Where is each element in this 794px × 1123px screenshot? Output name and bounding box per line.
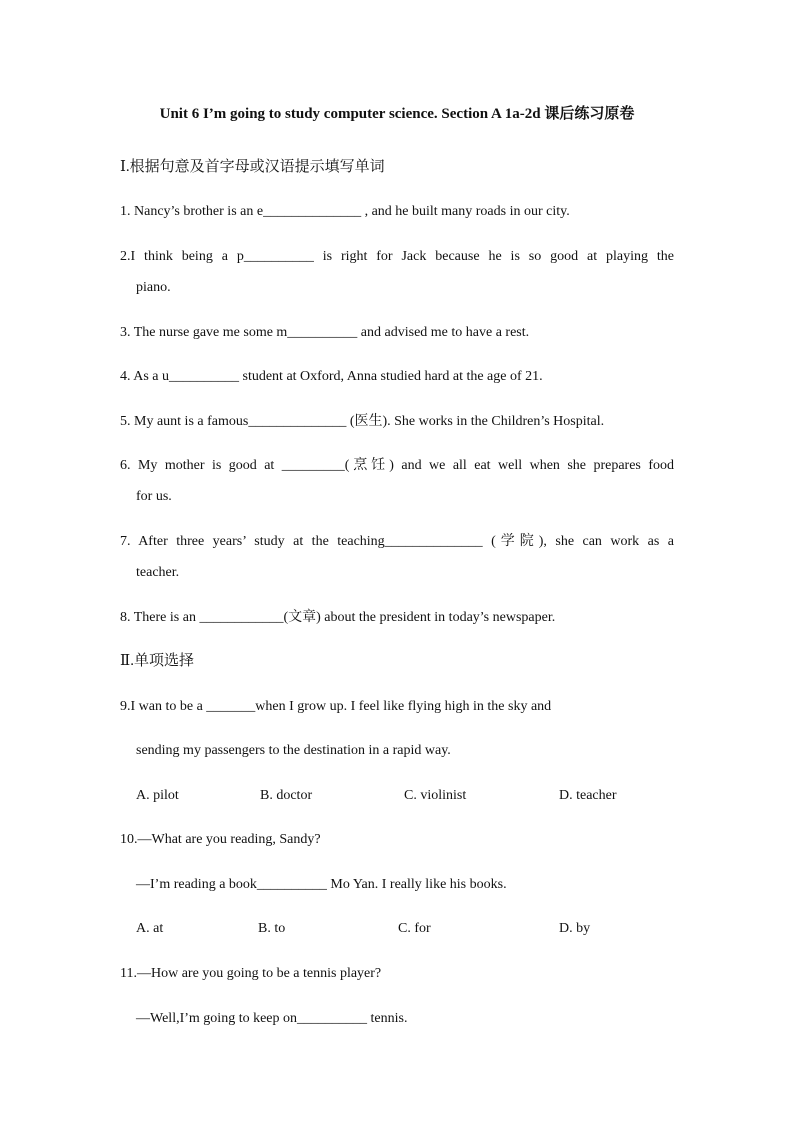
- option-a: A. at: [136, 921, 164, 936]
- option-c: C. violinist: [404, 788, 467, 803]
- question-2-line-2: piano.: [136, 280, 171, 295]
- question-9-line-1: 9.I wan to be a _______when I grow up. I feel like flying high in the sky and: [120, 699, 552, 714]
- question-9-line-2: sending my passengers to the destination in a rapid way.: [136, 743, 451, 758]
- option-d: D. by: [559, 921, 591, 936]
- question-8: 8. There is an ____________(文章) about the president in today’s newspaper.: [120, 610, 556, 625]
- question-6-line-1: [120, 457, 674, 475]
- question-10-line-2: —I’m reading a book__________ Mo Yan. I really like his books.: [136, 877, 507, 892]
- option-d: D. teacher: [559, 788, 617, 803]
- option-b: B. to: [258, 921, 286, 936]
- section-2-heading: Ⅱ.单项选择: [120, 653, 194, 669]
- option-b: B. doctor: [260, 788, 313, 803]
- question-2-text: 2.I think being a p__________ is right for Jack because he is so good at playing the: [120, 249, 674, 264]
- question-3: 3. The nurse gave me some m__________ and advised me to have a rest.: [120, 325, 530, 340]
- question-5: 5. My aunt is a famous______________ (医生). She works in the Children’s Hospital.: [120, 414, 605, 429]
- section-1-heading: Ⅰ.根据句意及首字母或汉语提示填写单词: [120, 159, 385, 175]
- document-title: Unit 6 I’m going to study computer science. Section A 1a-2d 课后练习原卷: [159, 106, 635, 122]
- question-11-line-1: 11.—How are you going to be a tennis player?: [120, 966, 382, 981]
- question-11-line-2: —Well,I’m going to keep on__________ tennis.: [136, 1011, 408, 1026]
- option-a: A. pilot: [136, 788, 179, 803]
- question-2-line-1: [120, 248, 674, 266]
- question-4: 4. As a u__________ student at Oxford, Anna studied hard at the age of 21.: [120, 369, 543, 384]
- question-6-text: 6. My mother is good at _________(烹饪) and we all eat well when she prepares food: [120, 458, 674, 473]
- question-7-line-2: teacher.: [136, 565, 180, 580]
- option-c: C. for: [398, 921, 431, 936]
- question-6-line-2: for us.: [136, 489, 172, 504]
- question-1: 1. Nancy’s brother is an e______________ , and he built many roads in our city.: [120, 204, 570, 219]
- question-10-line-1: 10.—What are you reading, Sandy?: [120, 832, 321, 847]
- question-7-line-1: [120, 533, 674, 551]
- question-7-text: 7. After three years’ study at the teaching______________ (学院), she can work as a: [120, 534, 674, 549]
